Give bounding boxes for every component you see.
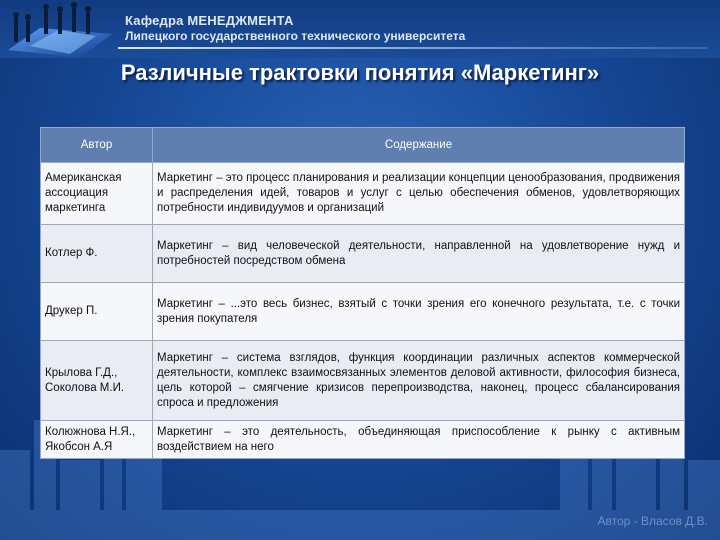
table-row <box>41 341 685 421</box>
author-cell: Колюжнова Н.Я., Якобсон А.Я <box>41 421 153 459</box>
header-divider <box>118 47 708 49</box>
department-logo <box>0 0 118 62</box>
table-header-row <box>41 128 685 163</box>
footer-author: Автор - Власов Д.В. <box>597 514 708 528</box>
content-cell: Маркетинг – вид человеческой деятельности, направленной на удовлетворение нужд и потребностей посредством обмена <box>153 225 685 283</box>
table-row <box>41 163 685 225</box>
column-header-author: Автор <box>41 128 153 163</box>
content-cell: Маркетинг – система взглядов, функция координации различных аспектов коммерческой деятельности, комплекс взаимосвязанных элементов деловой активности, философия бизнеса, цель которой – смягчение кризисов перепроизводства, наконец, процесс сбалансирования спроса и предложения <box>153 341 685 421</box>
column-header-content: Содержание <box>153 128 685 163</box>
content-cell: Маркетинг – это процесс планирования и реализации концепции ценообразования, продвижения и распределения идей, товаров и услуг с целью обеспечения обменов, удовлетворяющих потребности индивидуумов и организаций <box>153 163 685 225</box>
table-row <box>41 421 685 459</box>
slide-title: Различные трактовки понятия «Маркетинг» <box>120 60 600 85</box>
content-cell: Маркетинг – ...это весь бизнес, взятый с точки зрения его конечного результата, т.е. с точки зрения покупателя <box>153 283 685 341</box>
university-title: Липецкого государственного технического университета <box>125 29 466 43</box>
marketing-definitions-table <box>40 127 685 459</box>
table-row <box>41 225 685 283</box>
table-row <box>41 283 685 341</box>
author-cell: Американская ассоциация маркетинга <box>41 163 153 225</box>
content-cell: Маркетинг – это деятельность, объединяющая приспособление к рынку с активным воздействием на него <box>153 421 685 459</box>
author-cell: Друкер П. <box>41 283 153 341</box>
department-title: Кафедра МЕНЕДЖМЕНТА <box>125 13 294 28</box>
author-cell: Котлер Ф. <box>41 225 153 283</box>
author-cell: Крылова Г.Д., Соколова М.И. <box>41 341 153 421</box>
